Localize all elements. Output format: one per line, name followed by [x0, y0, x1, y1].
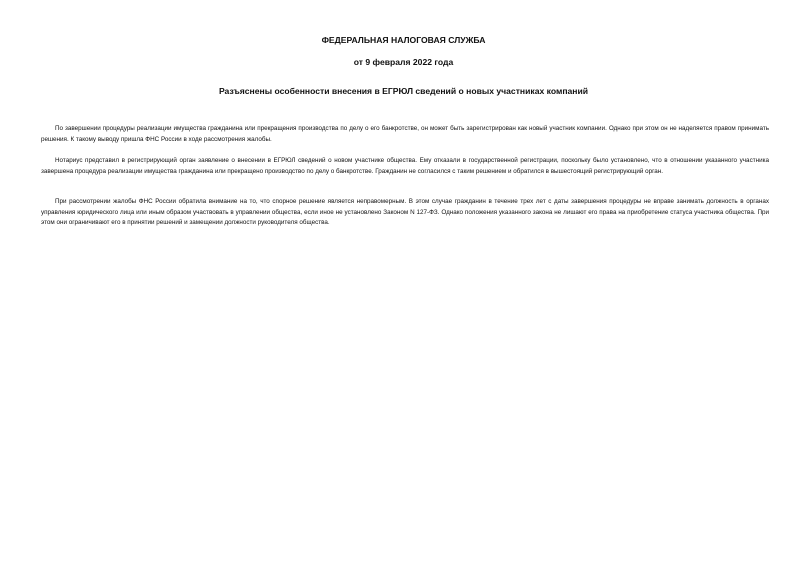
document-date: от 9 февраля 2022 года — [353, 57, 454, 67]
paragraph-2: Нотариус представил в регистрирующий орган заявление о внесении в ЕГРЮЛ сведений о новом участнике общества. Ему отказали в государственной регистрации, поскольку было установлено, что в отношении указанного участника завершена процедура реализации имущества гражданина или прекращено производство по делу о банкротстве. Гражданин не согласился с таким решением и обратился в вышестоящий регистрирующий орган. — [41, 157, 769, 175]
organization-heading: ФЕДЕРАЛЬНАЯ НАЛОГОВАЯ СЛУЖБА — [321, 35, 486, 45]
paragraph-1: По завершении процедуры реализации имущества гражданина или прекращения производства по делу о его банкротстве, он может быть зарегистрирован как новый участник компании. Однако при этом он не наделяется правом принимать решения. К такому выводу пришла ФНС России в ходе рассмотрения жалобы. — [41, 125, 769, 143]
document-title: Разъяснены особенности внесения в ЕГРЮЛ сведений о новых участниках компаний — [218, 86, 589, 96]
paragraph-3: При рассмотрении жалобы ФНС России обратила внимание на то, что спорное решение является неправомерным. В этом случае гражданин в течение трех лет с даты завершения процедуры не вправе занимать должность в органах управления юридического лица или иным образом участвовать в управлении общества, если иное не установлено Законом N 127-ФЗ. Однако положения указанного закона не лишают его права на приобретение статуса участника общества. При этом они ограничивают его в принятии решений и замещении должности руководителя общества. — [41, 198, 769, 226]
